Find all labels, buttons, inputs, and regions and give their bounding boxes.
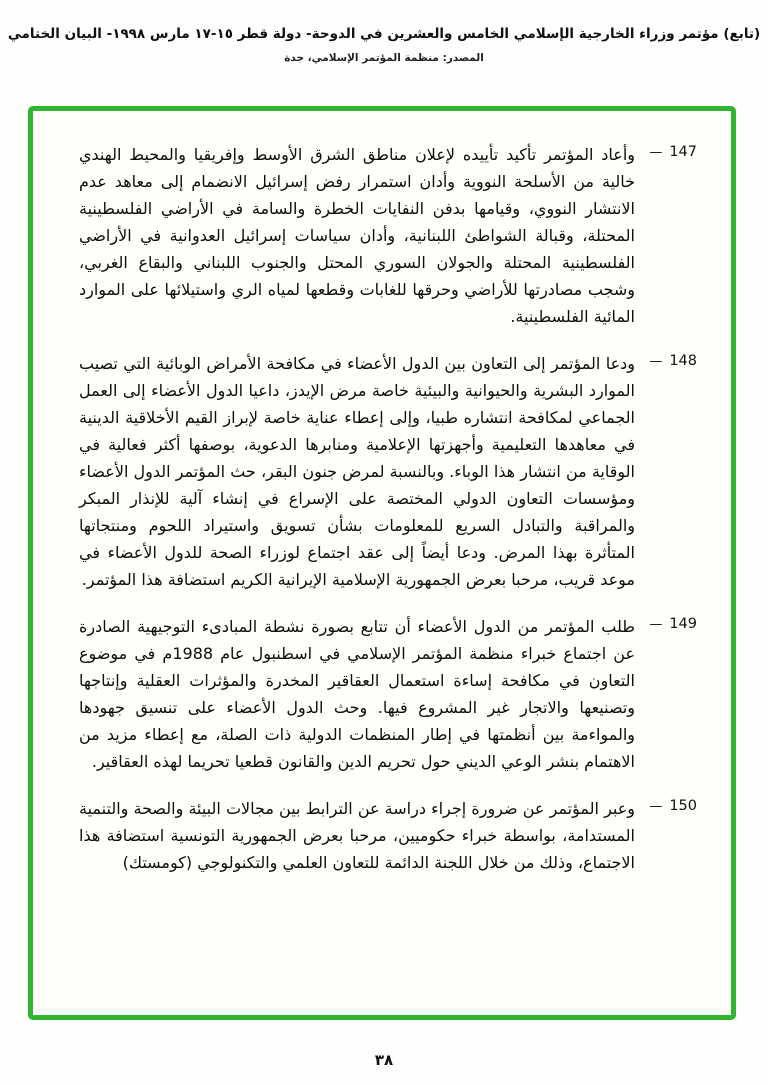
paragraph-dash: —	[649, 617, 663, 632]
paragraph-number-value: 150	[669, 798, 697, 814]
paragraph-149	[79, 613, 697, 775]
paragraph-dash: —	[649, 799, 663, 814]
paragraph-number-value: 149	[669, 616, 697, 632]
page-number: ٣٨	[374, 1051, 394, 1069]
paragraph-number	[635, 141, 697, 330]
paragraph-number	[635, 350, 697, 593]
paragraph-text: ودعا المؤتمر إلى التعاون بين الدول الأعضاء في مكافحة الأمراض الوبائية التي تصيب الموارد البشرية والحيوانية والبيئية خاصة مرض الإيدز، داعيا الدول الأعضاء إلى العمل الجماعي لمكافحة انتشاره طبيا، وإلى إعطاء عناية خاصة لإبراز القيم الأخلاقية الدينية في معاهدها التعليمية وأجهزتها الإعلامية ومنابرها الدعوية، بوصفها أكثر فعالية في الوقاية من انتشار هذا الوباء. وبالنسبة لمرض جنون البقر، حث المؤتمر الدول الأعضاء ومؤسسات التعاون الدولي المختصة على الإسراع في إنشاء آلية للإنذار المبكر والمراقبة والتبادل السريع للمعلومات بشأن تسويق واستيراد اللحوم ومنتجاتها المتأثرة بهذا المرض. ودعا أيضاً إلى عقد اجتماع لوزراء الصحة للدول الأعضاء في موعد قريب، مرحبا بعرض الجمهورية الإسلامية الإيرانية الكريم استضافة هذا المؤتمر.	[79, 354, 635, 589]
paragraph-number-value: 148	[669, 353, 697, 369]
paragraph-number	[635, 795, 697, 876]
paragraph-148	[79, 350, 697, 593]
paragraph-number-value: 147	[669, 144, 697, 160]
paragraph-dash: —	[649, 145, 663, 160]
page-header	[0, 0, 768, 64]
paragraph-dash: —	[649, 354, 663, 369]
document-title: (تابع) مؤتمر وزراء الخارجية الإسلامي الخامس والعشرين في الدوحة- دولة قطر ١٥-١٧ مارس ١٩٩٨- البيان الختامي	[7, 26, 761, 42]
paragraph-text: وعبر المؤتمر عن ضرورة إجراء دراسة عن الترابط بين مجالات البيئة والصحة والتنمية المستدامة، بواسطة خبراء حكوميين، مرحبا بعرض الجمهورية التونسية استضافة هذا الاجتماع، وذلك من خلال اللجنة الدائمة للتعاون العلمي والتكنولوجي (كومستك)	[79, 799, 635, 872]
paragraph-number	[635, 613, 697, 775]
document-source: المصدر: منظمة المؤتمر الإسلامي، جدة	[284, 52, 484, 64]
content-frame	[28, 106, 736, 1020]
paragraph-147	[79, 141, 697, 330]
paragraph-150	[79, 795, 697, 876]
paragraph-text: طلب المؤتمر من الدول الأعضاء أن تتابع بصورة نشطة المبادىء التوجيهية الصادرة عن اجتماع خبراء منظمة المؤتمر الإسلامي في اسطنبول عام 1988م في موضوع التعاون في مكافحة إساءة استعمال العقاقير المخدرة والمؤثرات العقلية وإنتاجها وتصنيعها والاتجار غير المشروع فيها. وحث الدول الأعضاء على تنسيق جهودها والمواءمة بين أنظمتها في إطار المنظمات الدولية ذات الصلة، مع إعطاء مزيد من الاهتمام بنشر الوعي الديني حول تحريم الدين والقانون قطعيا تحريما لهذه العقاقير.	[79, 617, 635, 771]
paragraph-text: وأعاد المؤتمر تأكيد تأييده لإعلان مناطق الشرق الأوسط وإفريقيا والمحيط الهندي خالية من الأسلحة النووية وأدان استمرار رفض إسرائيل الانضمام إلى معاهد عدم الانتشار النووي، وقيامها بدفن النفايات الخطرة والسامة في الأراضي الفلسطينية المحتلة، وقبالة الشواطئ اللبنانية، وأدان سياسات إسرائيل العدوانية في الأراضي الفلسطينية المحتلة والجولان السوري المحتل والجنوب اللبناني والبقاع الغربي، وشجب مصادرتها للأراضي وحرقها للغابات وقطعها لمياه الري واستيلائها على الموارد المائية الفلسطينية.	[79, 145, 635, 326]
